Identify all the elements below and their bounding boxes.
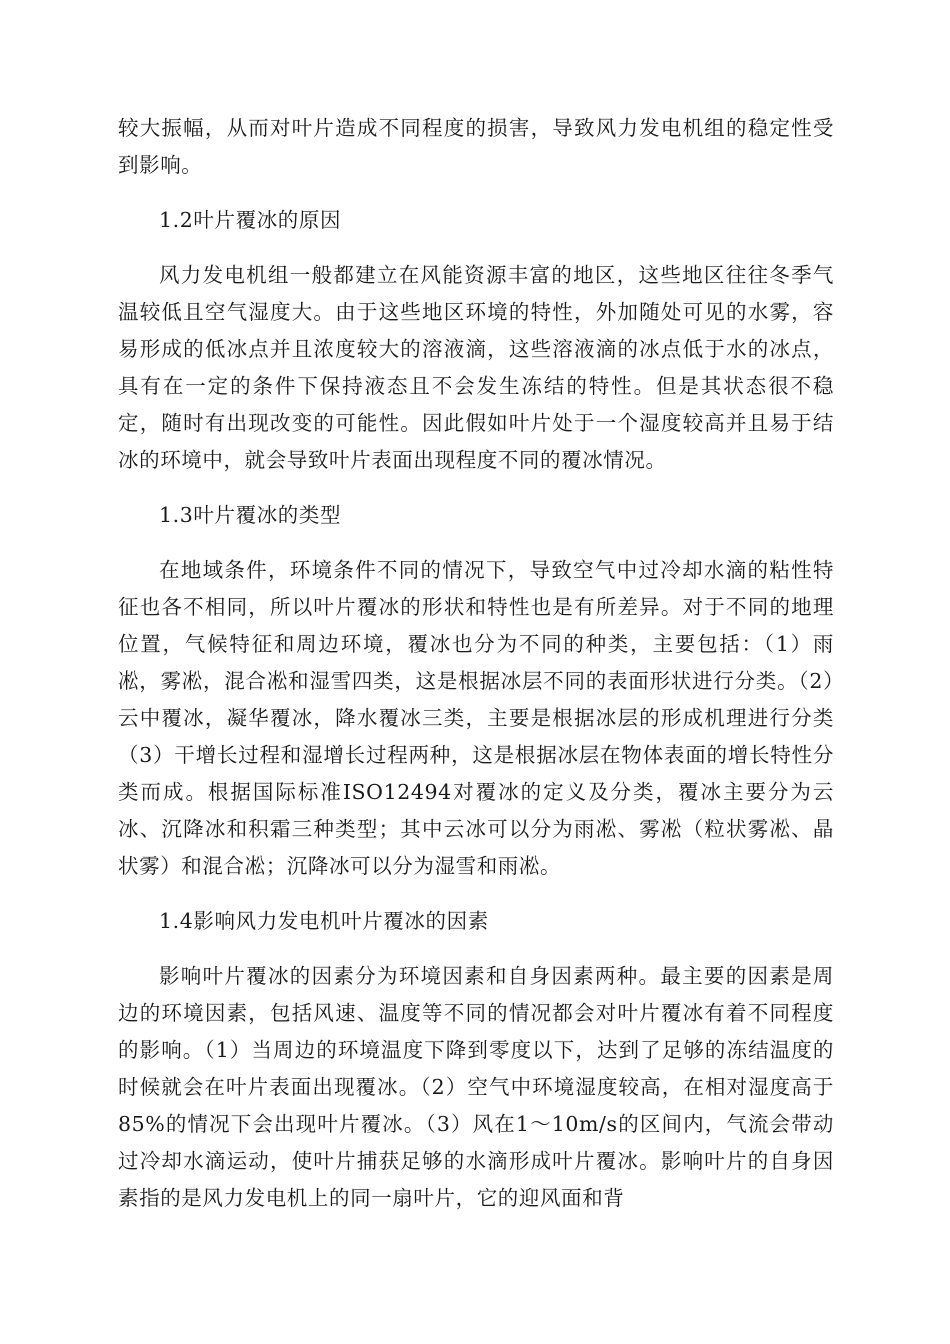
section-paragraph-1-2: 风力发电机组一般都建立在风能资源丰富的地区，这些地区往往冬季气温较低且空气湿度大。由于这些地区环境的特性，外加随处可见的水雾，容易形成的低冰点并且浓度较大的溶液滴，这些溶液滴的冰点低于水的冰点，具有在一定的条件下保持液态且不会发生冻结的特性。但是其状态很不稳定，随时有出现改变的可能性。因此假如叶片处于一个湿度较高并且易于结冰的环境中，就会导致叶片表面出现程度不同的覆冰情况。 (118, 263, 834, 472)
section-heading-1-4: 1.4影响风力发电机叶片覆冰的因素 (159, 909, 489, 933)
continuation-paragraph: 较大振幅，从而对叶片造成不同程度的损害，导致风力发电机组的稳定性受到影响。 (118, 116, 834, 177)
section-paragraph-1-3: 在地域条件，环境条件不同的情况下，导致空气中过冷却水滴的粘性特征也各不相同，所以叶片覆冰的形状和特性也是有所差异。对于不同的地理位置，气候特征和周边环境，覆冰也分为不同的种类，主要包括：（1）雨凇，雾凇，混合凇和湿雪四类，这是根据冰层不同的表面形状进行分类。（2）云中覆冰，凝华覆冰，降水覆冰三类，主要是根据冰层的形成机理进行分类（3）干增长过程和湿增长过程两种，这是根据冰层在物体表面的增长特性分类而成。根据国际标准ISO12494对覆冰的定义及分类，覆冰主要分为云冰、沉降冰和积霜三种类型；其中云冰可以分为雨凇、雾凇（粒状雾凇、晶状雾）和混合凇；沉降冰可以分为湿雪和雨凇。 (118, 558, 834, 878)
section-paragraph-1-4: 影响叶片覆冰的因素分为环境因素和自身因素两种。最主要的因素是周边的环境因素，包括风速、温度等不同的情况都会对叶片覆冰有着不同程度的影响。（1）当周边的环境温度下降到零度以下，达到了足够的冻结温度的时候就会在叶片表面出现覆冰。（2）空气中环境湿度较高，在相对湿度高于85%的情况下会出现叶片覆冰。（3）风在1～10m/s的区间内，气流会带动过冷却水滴运动，使叶片捕获足够的水滴形成叶片覆冰。影响叶片的自身因素指的是风力发电机上的同一扇叶片，它的迎风面和背 (118, 964, 834, 1210)
section-heading-1-3: 1.3叶片覆冰的类型 (159, 503, 342, 527)
section-heading-1-2: 1.2叶片覆冰的原因 (159, 208, 342, 232)
document-page (118, 110, 834, 1217)
